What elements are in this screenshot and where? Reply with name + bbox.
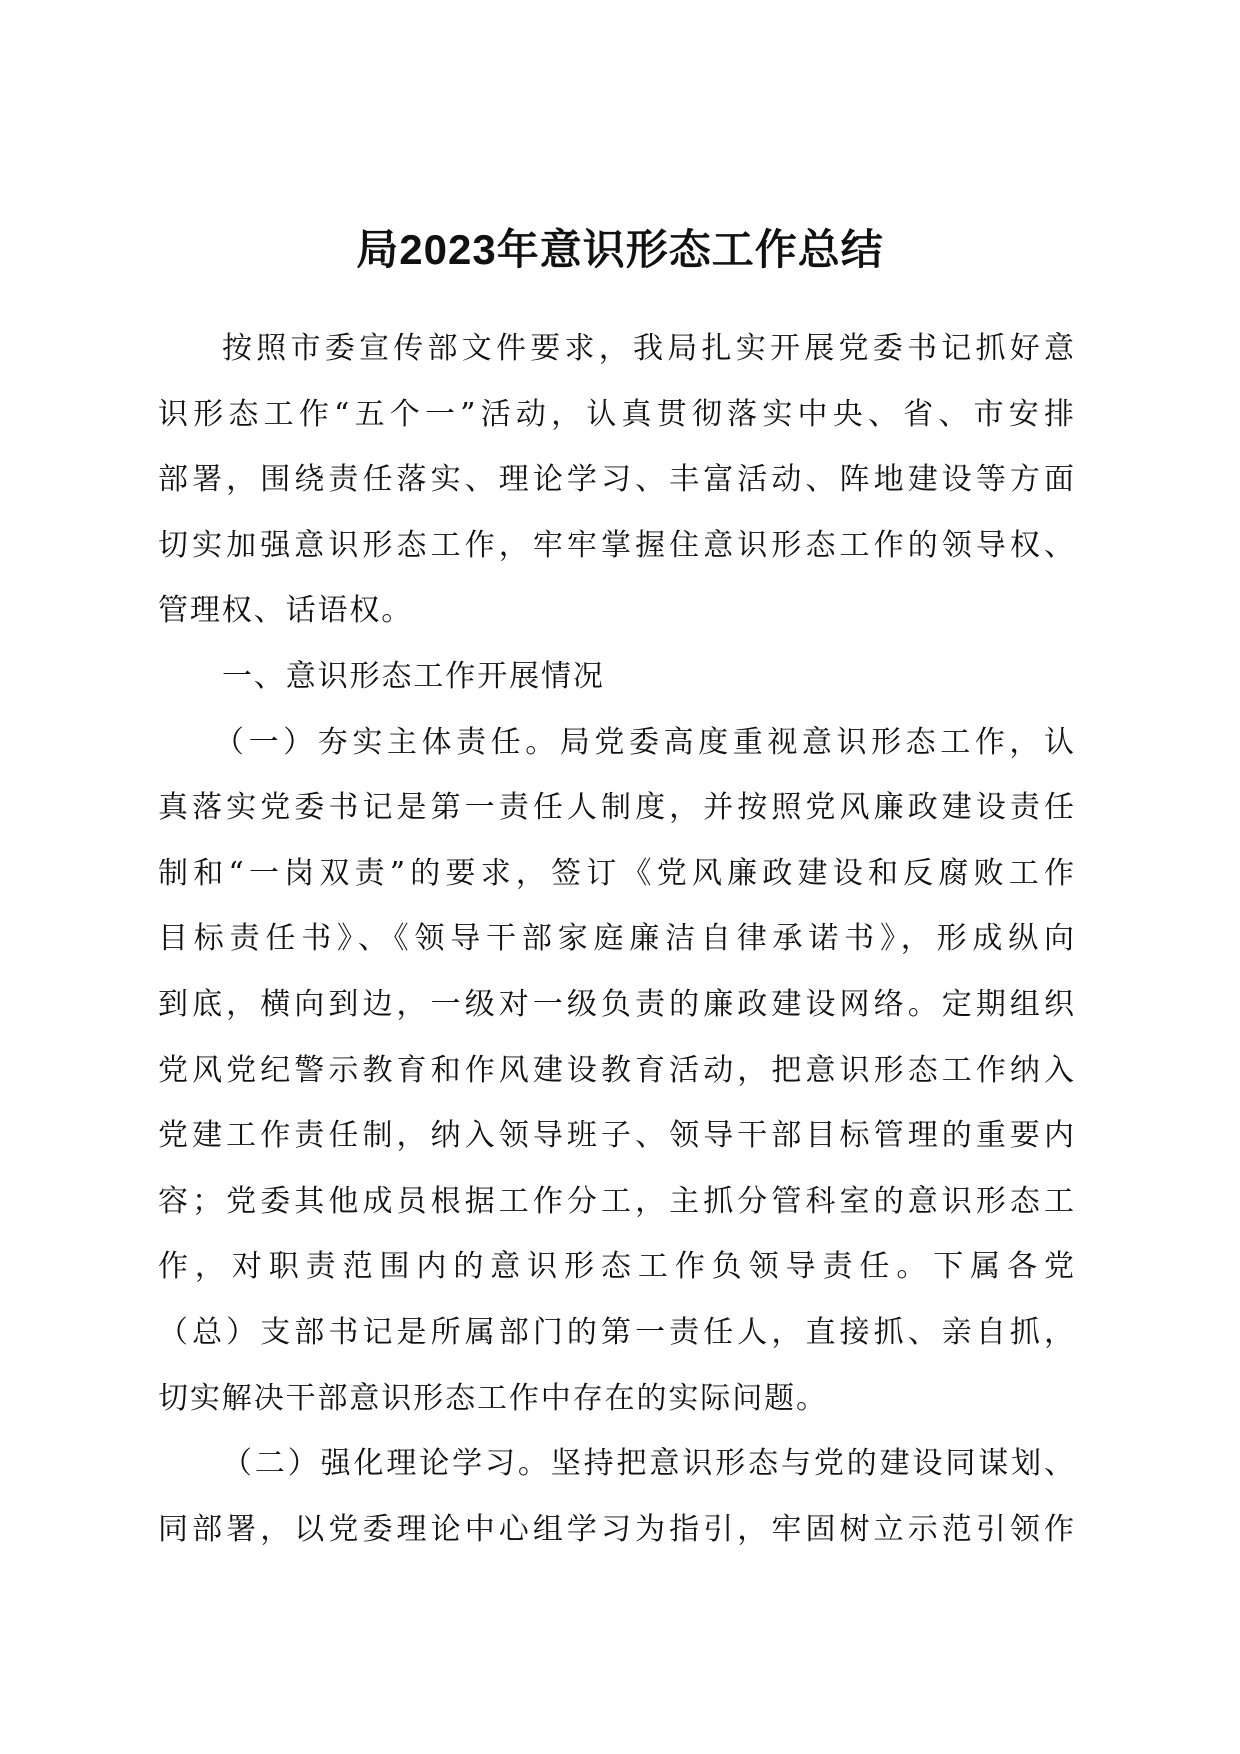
paragraph-line: 目标责任书》、《领导干部家庭廉洁自律承诺书》，形成纵向 [158, 921, 1074, 957]
paragraph-line: 党风党纪警示教育和作风建设教育活动，把意识形态工作纳入 [158, 1052, 1074, 1088]
paragraph-line: （一）夯实主体责任。局党委高度重视意识形态工作，认 [214, 724, 1074, 760]
paragraph-line: 真落实党委书记是第一责任人制度，并按照党风廉政建设责任 [158, 790, 1074, 826]
paragraph-line: 作，对职责范围内的意识形态工作负领导责任。下属各党 [158, 1249, 1074, 1285]
paragraph-line: 切实解决干部意识形态工作中存在的实际问题。 [158, 1380, 828, 1416]
paragraph-line: 党建工作责任制，纳入领导班子、领导干部目标管理的重要内 [158, 1118, 1074, 1154]
paragraph-line: （总）支部书记是所属部门的第一责任人，直接抓、亲自抓， [158, 1314, 1074, 1350]
paragraph-line: 容；党委其他成员根据工作分工，主抓分管科室的意识形态工 [158, 1183, 1074, 1219]
paragraph-line: 管理权、话语权。 [158, 593, 414, 629]
document-body [158, 316, 1074, 1562]
paragraph-line: 到底，横向到边，一级对一级负责的廉政建设网络。定期组织 [158, 986, 1074, 1022]
paragraph-line: 制和“一岗双责”的要求，签订《党风廉政建设和反腐败工作 [158, 855, 1074, 891]
paragraph-line: 切实加强意识形态工作，牢牢掌握住意识形态工作的领导权、 [158, 527, 1074, 563]
paragraph-line: 按照市委宣传部文件要求，我局扎实开展党委书记抓好意 [222, 331, 1074, 366]
section-heading: 一、意识形态工作开展情况 [222, 658, 605, 694]
paragraph-line: 同部署，以党委理论中心组学习为指引，牢固树立示范引领作 [158, 1511, 1074, 1547]
paragraph-line: 识形态工作“五个一”活动，认真贯彻落实中央、省、市安排 [158, 396, 1074, 432]
paragraph-line: （二）强化理论学习。坚持把意识形态与党的建设同谋划、 [222, 1446, 1074, 1482]
document-title: 局2023年意识形态工作总结 [356, 226, 884, 273]
paragraph-line: 部署，围绕责任落实、理论学习、丰富活动、阵地建设等方面 [158, 462, 1074, 498]
